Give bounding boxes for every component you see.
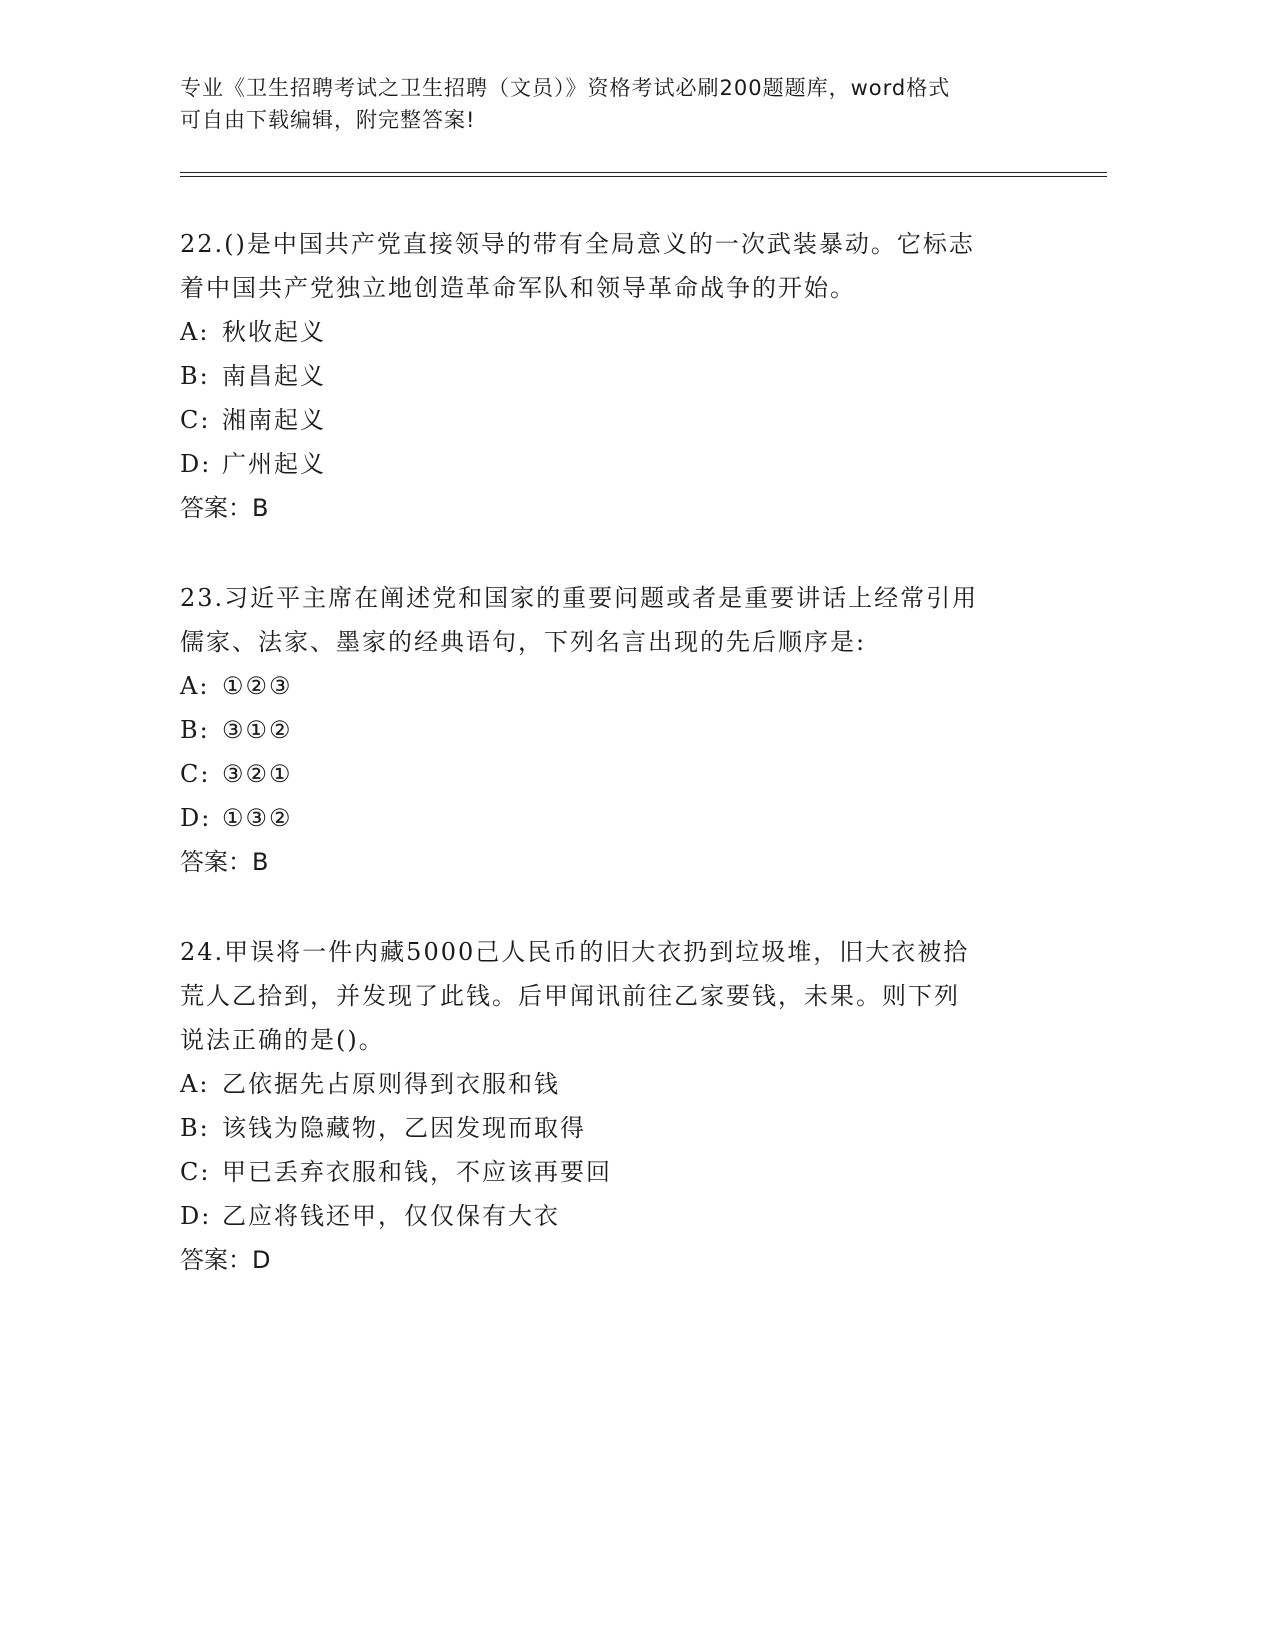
option-text: 乙应将钱还甲，仅仅保有大衣 (222, 1202, 560, 1230)
option-letter: D: (180, 1202, 212, 1230)
option-b (180, 354, 1040, 398)
option-text: ③①② (222, 716, 293, 744)
option-text: 该钱为隐藏物，乙因发现而取得 (222, 1114, 586, 1142)
option-a (180, 1062, 1040, 1106)
question-stem (180, 576, 1040, 620)
question-list (180, 222, 1040, 1328)
question-stem-line: 着中国共产党独立地创造革命军队和领导革命战争的开始。 (180, 274, 856, 302)
option-text: ③②① (222, 760, 293, 788)
option-b (180, 708, 1040, 752)
option-letter: A: (180, 318, 210, 346)
question-24 (180, 930, 1040, 1282)
option-c (180, 1150, 1040, 1194)
option-text: 秋收起义 (222, 318, 326, 346)
question-number: 24. (180, 938, 225, 966)
question-23 (180, 576, 1040, 884)
option-a (180, 310, 1040, 354)
option-letter: B: (180, 362, 210, 390)
option-b (180, 1106, 1040, 1150)
option-letter: C: (180, 1158, 211, 1186)
question-stem-line: 甲误将一件内藏5000己人民币的旧大衣扔到垃圾堆，旧大衣被拾 (224, 938, 970, 966)
option-text: 甲已丢弃衣服和钱，不应该再要回 (222, 1158, 612, 1186)
header-line-1: 专业《卫生招聘考试之卫生招聘（文员）》资格考试必刷200题题库，word格式 (180, 76, 951, 100)
document-header (180, 72, 1080, 136)
option-letter: A: (180, 672, 210, 700)
option-d (180, 796, 1040, 840)
question-stem (180, 930, 1040, 974)
option-d (180, 1194, 1040, 1238)
question-stem-line: 习近平主席在阐述党和国家的重要问题或者是重要讲话上经常引用 (224, 584, 979, 612)
header-line-2: 可自由下载编辑，附完整答案! (180, 108, 476, 132)
option-text: ①③② (222, 804, 293, 832)
answer-line: 答案：B (180, 494, 269, 522)
option-a (180, 664, 1040, 708)
option-text: 湘南起义 (222, 406, 326, 434)
option-letter: B: (180, 716, 210, 744)
option-text: 乙依据先占原则得到衣服和钱 (222, 1070, 560, 1098)
option-letter: D: (180, 804, 212, 832)
question-22 (180, 222, 1040, 530)
option-letter: C: (180, 406, 211, 434)
option-text: ①②③ (222, 672, 293, 700)
header-double-rule (180, 172, 1107, 177)
option-letter: D: (180, 450, 212, 478)
question-stem-line: ()是中国共产党直接领导的带有全局意义的一次武装暴动。它标志 (224, 230, 975, 258)
question-number: 23. (180, 584, 225, 612)
question-stem-line: 荒人乙拾到，并发现了此钱。后甲闻讯前往乙家要钱，未果。则下列 (180, 982, 960, 1010)
option-letter: C: (180, 760, 211, 788)
question-number: 22. (180, 230, 225, 258)
question-stem (180, 222, 1040, 266)
option-letter: A: (180, 1070, 210, 1098)
option-text: 广州起义 (222, 450, 326, 478)
option-c (180, 398, 1040, 442)
option-letter: B: (180, 1114, 210, 1142)
option-c (180, 752, 1040, 796)
answer-line: 答案：B (180, 848, 269, 876)
question-stem-line: 说法正确的是()。 (180, 1026, 385, 1054)
answer-line: 答案：D (180, 1246, 271, 1274)
option-d (180, 442, 1040, 486)
option-text: 南昌起义 (222, 362, 326, 390)
question-stem-line: 儒家、法家、墨家的经典语句，下列名言出现的先后顺序是: (180, 628, 867, 656)
